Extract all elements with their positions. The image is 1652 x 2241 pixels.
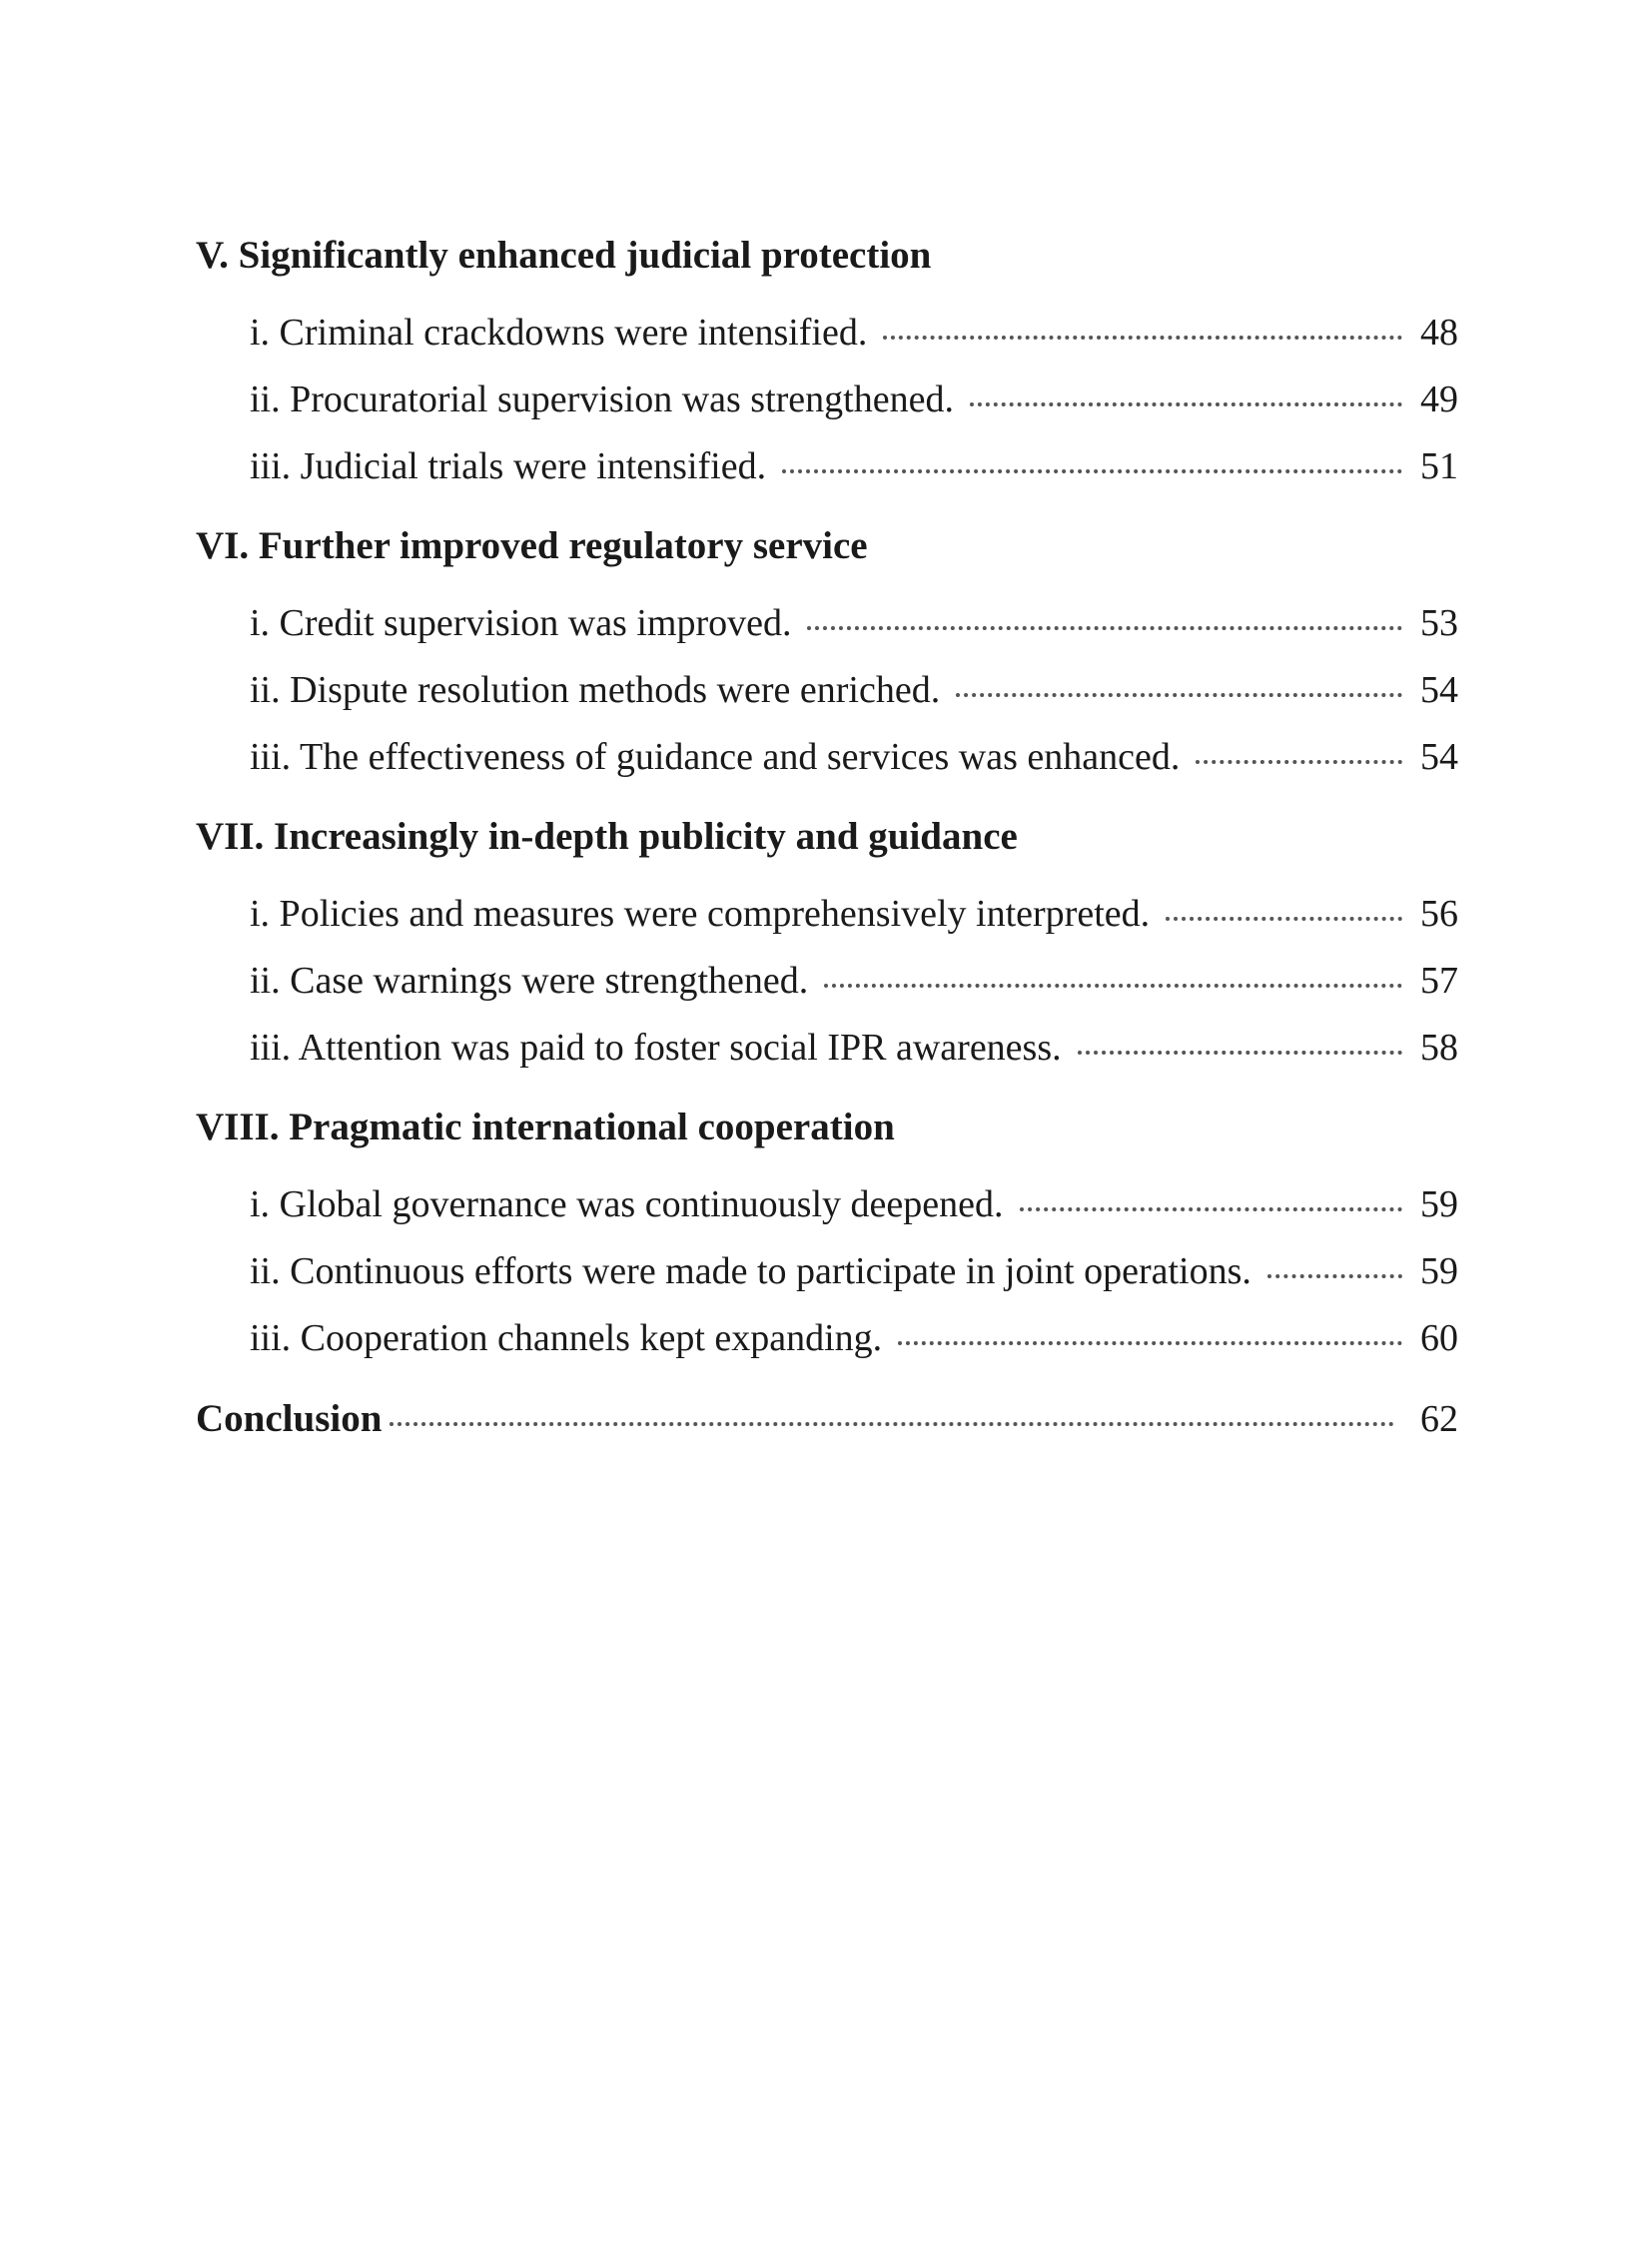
entry-page-number: 54 xyxy=(1420,736,1458,778)
toc-entry-conclusion[interactable] xyxy=(196,1393,1458,1449)
dot-leader xyxy=(1267,1274,1402,1278)
dot-leader xyxy=(807,626,1402,630)
entry-page-number: 62 xyxy=(1420,1398,1458,1440)
dot-leader xyxy=(883,336,1402,340)
toc-entry[interactable] xyxy=(196,374,1458,440)
toc-entry[interactable] xyxy=(196,597,1458,664)
dot-leader xyxy=(1166,917,1402,921)
entry-label: iii. Cooperation channels kept expanding. xyxy=(250,1317,883,1359)
dot-leader xyxy=(782,469,1402,473)
toc-section-vii xyxy=(196,811,1458,1089)
entry-page-number: 59 xyxy=(1420,1250,1458,1292)
toc-entry[interactable] xyxy=(196,955,1458,1022)
toc-entry[interactable] xyxy=(196,1245,1458,1312)
toc-entry[interactable] xyxy=(196,731,1458,798)
section-heading: V. Significantly enhanced judicial protection xyxy=(196,234,932,277)
dot-leader xyxy=(1078,1051,1402,1055)
entry-label: ii. Procuratorial supervision was strengthened. xyxy=(250,378,954,420)
entry-page-number: 53 xyxy=(1420,602,1458,644)
entry-page-number: 59 xyxy=(1420,1183,1458,1225)
dot-leader xyxy=(898,1341,1402,1345)
entry-page-number: 58 xyxy=(1420,1027,1458,1069)
conclusion-label: Conclusion xyxy=(196,1397,383,1440)
dot-leader xyxy=(970,402,1402,406)
section-entries xyxy=(196,1178,1458,1379)
section-entries xyxy=(196,307,1458,507)
entry-label: iii. The effectiveness of guidance and services was enhanced. xyxy=(250,736,1181,778)
toc-section-vi xyxy=(196,520,1458,798)
entry-page-number: 48 xyxy=(1420,312,1458,354)
entry-label: ii. Continuous efforts were made to participate in joint operations. xyxy=(250,1250,1251,1292)
toc-entry[interactable] xyxy=(196,664,1458,731)
section-heading: VI. Further improved regulatory service xyxy=(196,524,868,567)
entry-label: ii. Dispute resolution methods were enriched. xyxy=(250,669,941,711)
entry-label: i. Criminal crackdowns were intensified. xyxy=(250,312,868,354)
entry-label: i. Credit supervision was improved. xyxy=(250,602,792,644)
entry-label: iii. Attention was paid to foster social IPR awareness. xyxy=(250,1027,1062,1069)
section-heading: VII. Increasingly in-depth publicity and guidance xyxy=(196,815,1018,858)
toc-entry[interactable] xyxy=(196,1312,1458,1379)
entry-page-number: 56 xyxy=(1420,893,1458,935)
entry-label: i. Global governance was continuously deepened. xyxy=(250,1183,1004,1225)
section-heading: VIII. Pragmatic international cooperation xyxy=(196,1106,895,1148)
toc-entry[interactable] xyxy=(196,1022,1458,1089)
toc-entry[interactable] xyxy=(196,440,1458,507)
dot-leader xyxy=(1196,760,1402,764)
entry-label: iii. Judicial trials were intensified. xyxy=(250,445,767,487)
toc-section-v xyxy=(196,230,1458,507)
dot-leader xyxy=(956,693,1402,697)
entry-page-number: 51 xyxy=(1420,445,1458,487)
entry-page-number: 49 xyxy=(1420,378,1458,420)
toc-section-viii xyxy=(196,1102,1458,1379)
section-entries xyxy=(196,888,1458,1089)
entry-page-number: 54 xyxy=(1420,669,1458,711)
table-of-contents xyxy=(196,230,1458,1449)
dot-leader xyxy=(1020,1207,1403,1211)
section-entries xyxy=(196,597,1458,798)
dot-leader xyxy=(390,1422,1394,1426)
dot-leader xyxy=(824,984,1402,988)
toc-entry[interactable] xyxy=(196,888,1458,955)
entry-label: ii. Case warnings were strengthened. xyxy=(250,960,809,1002)
toc-entry[interactable] xyxy=(196,307,1458,374)
entry-page-number: 60 xyxy=(1420,1317,1458,1359)
entry-page-number: 57 xyxy=(1420,960,1458,1002)
toc-entry[interactable] xyxy=(196,1178,1458,1245)
entry-label: i. Policies and measures were comprehensively interpreted. xyxy=(250,893,1151,935)
